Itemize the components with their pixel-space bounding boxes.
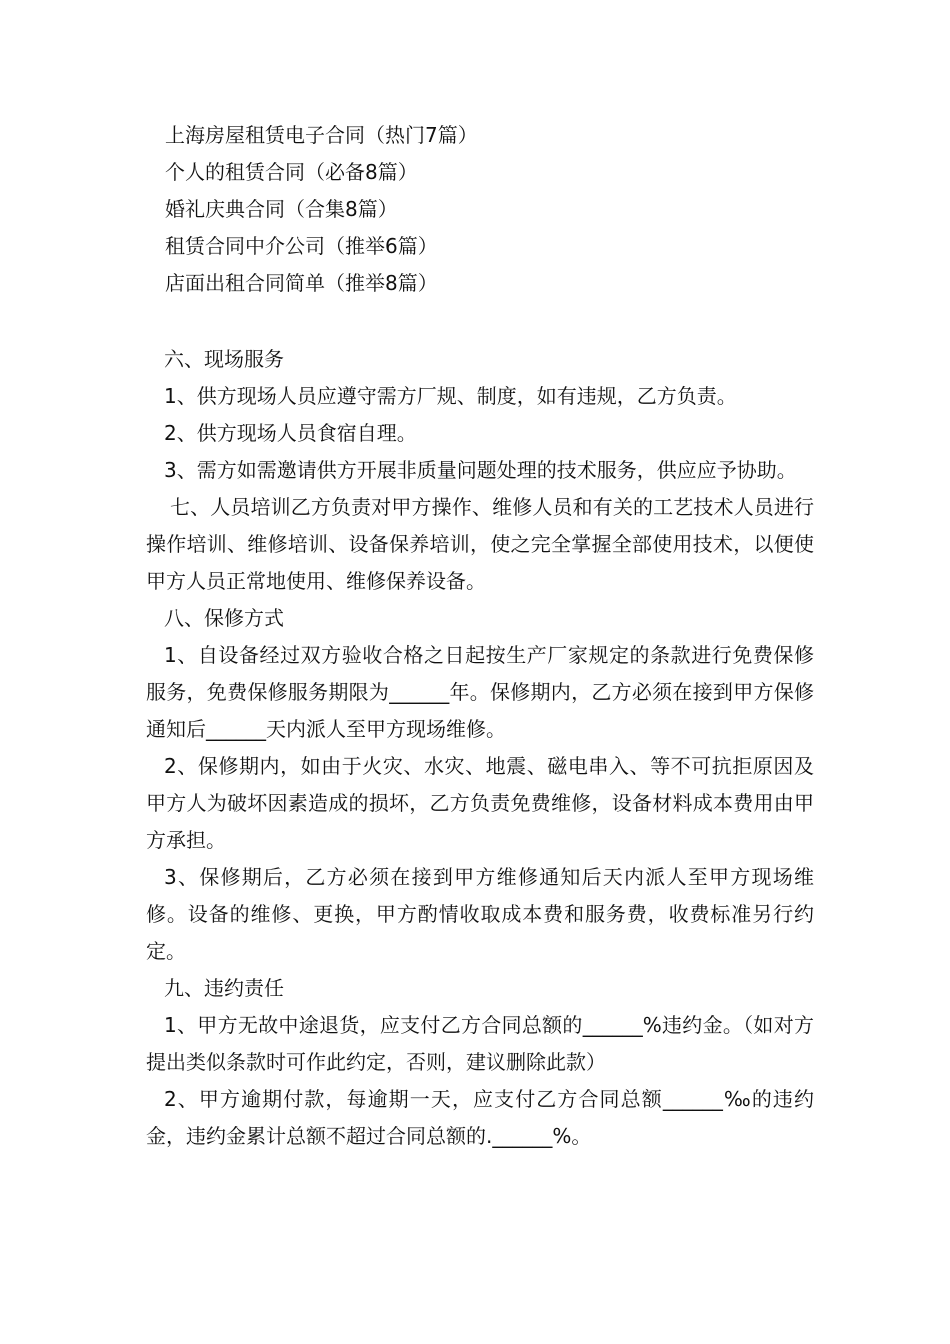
section-heading-warranty: 八、保修方式 xyxy=(164,606,284,630)
clause-paragraph: 2、供方现场人员食宿自理。 xyxy=(164,421,417,445)
related-document-link[interactable]: 个人的租赁合同（必备8篇） xyxy=(165,160,418,184)
clause-paragraph: 1、自设备经过双方验收合格之日起按生产厂家规定的条款进行免费保修服务，免费保修服务期限为______年。保修期内，乙方必须在接到甲方保修通知后______天内派人至甲方现场维修。 xyxy=(146,643,814,741)
clause-paragraph: 1、甲方无故中途退货，应支付乙方合同总额的______%违约金。（如对方提出类似条款时可作此约定，否则，建议删除此款） xyxy=(146,1013,814,1074)
contract-body xyxy=(146,341,814,1155)
clause-paragraph: 3、需方如需邀请供方开展非质量问题处理的技术服务，供应应予协助。 xyxy=(164,458,797,482)
section-heading-onsite-service: 六、现场服务 xyxy=(164,347,284,371)
related-document-link[interactable]: 上海房屋租赁电子合同（热门7篇） xyxy=(165,123,478,147)
related-document-link[interactable]: 店面出租合同简单（推举8篇） xyxy=(165,271,438,295)
related-document-link[interactable]: 婚礼庆典合同（合集8篇） xyxy=(165,197,398,221)
clause-paragraph: 2、保修期内，如由于火灾、水灾、地震、磁电串入、等不可抗拒原因及甲方人为破坏因素造成的损坏，乙方负责免费维修，设备材料成本费用由甲方承担。 xyxy=(146,754,814,852)
related-documents-list xyxy=(165,117,865,302)
clause-paragraph: 2、甲方逾期付款，每逾期一天，应支付乙方合同总额______‰的违约金，违约金累计总额不超过合同总额的.______%。 xyxy=(146,1087,814,1148)
section-heading-liability: 九、违约责任 xyxy=(164,976,284,1000)
clause-paragraph: 1、供方现场人员应遵守需方厂规、制度，如有违规，乙方负责。 xyxy=(164,384,737,408)
clause-paragraph: 3、保修期后，乙方必须在接到甲方维修通知后天内派人至甲方现场维修。设备的维修、更换，甲方酌情收取成本费和服务费，收费标准另行约定。 xyxy=(146,865,814,963)
section-paragraph-training: 七、人员培训乙方负责对甲方操作、维修人员和有关的工艺技术人员进行操作培训、维修培训、设备保养培训，使之完全掌握全部使用技术，以便使甲方人员正常地使用、维修保养设备。 xyxy=(146,495,814,593)
related-document-link[interactable]: 租赁合同中介公司（推举6篇） xyxy=(165,234,438,258)
